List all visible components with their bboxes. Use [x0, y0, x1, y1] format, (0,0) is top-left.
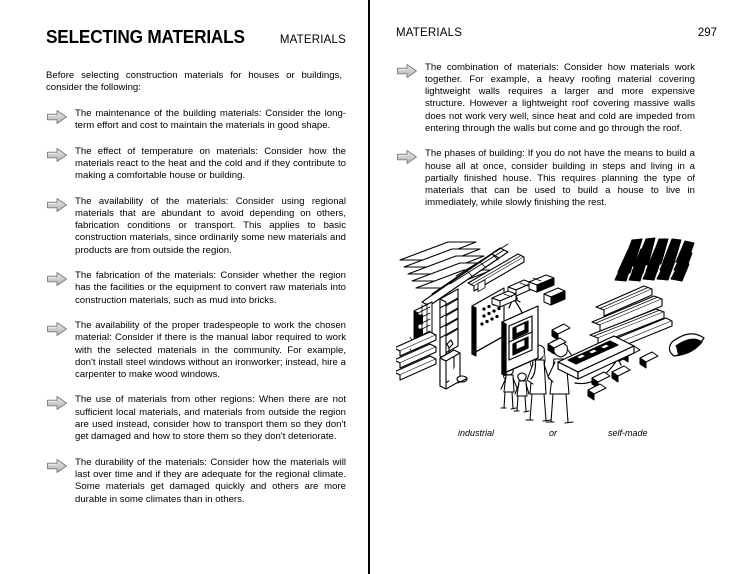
caption-or: or: [549, 427, 558, 438]
list-item-text: The durability of the materials: Consider how the materials will last over time and if they are adequate for the regional climate. Some materials get damaged quickly and others are more durable in some climates than in others.: [75, 456, 346, 505]
list-item-text: The phases of building: If you do not have the means to build a house all at once, consider building in steps and living in a partially finished house. This requires planning the type of materials that can be used to build a house to live in immediately, while slowly finishing the rest.: [425, 148, 695, 209]
list-item-text: The availability of the proper tradespeople to work the chosen material: Consider if there is the manual labor required to work with the selected materials in the community. For example, don't install steel windows without an ironworker; instead, hire a carpenter to make wood windows.: [75, 319, 346, 381]
right-page-header: [396, 28, 717, 40]
page-number: 297: [697, 27, 717, 39]
industrial-vs-self-made-materials-illustration: [396, 236, 720, 426]
arrow-right-icon: [46, 109, 68, 125]
arrow-right-icon: [46, 147, 68, 163]
list-item: [46, 146, 346, 183]
list-item-text: The effect of temperature on materials: Consider how the materials react to the heat and the cold and if they contribute to making a comfortable house or building.: [75, 145, 346, 182]
right-page: [368, 0, 741, 574]
list-item: [396, 62, 717, 136]
left-page-header: [46, 28, 346, 47]
list-item: [46, 320, 346, 381]
running-head-right: MATERIALS: [396, 27, 463, 39]
selfmade-mud-bricks-3: [529, 275, 554, 292]
selfmade-curved-element: [669, 334, 704, 359]
arrow-right-icon: [46, 197, 68, 213]
list-item: [396, 148, 717, 209]
illustration-captions: [396, 428, 720, 442]
caption-self-made: self-made: [608, 427, 648, 438]
list-item-text: The maintenance of the building materials: Consider the long-term effort and cost to maintain the materials in good shape.: [75, 108, 346, 132]
left-bullet-list: [46, 108, 346, 506]
arrow-right-icon: [396, 149, 418, 165]
selfmade-mud-bricks-4: [544, 288, 565, 305]
list-item: [46, 196, 346, 257]
person-adult-man: [546, 339, 573, 422]
arrow-right-icon: [396, 63, 418, 79]
list-item-text: The combination of materials: Consider how materials work together. For example, a heavy roofing material covering lightweight walls requires a larger and more expensive structure. However a lightweight roof covering massive walls does not work very well, since heat and cold are impeded from entering through the walls but come and go through the roof.: [425, 61, 695, 134]
page-title: SELECTING MATERIALS: [46, 26, 245, 47]
left-page: [0, 0, 368, 574]
person-child-b: [514, 373, 529, 412]
intro-paragraph: Before selecting construction materials for houses or buildings, consider the following:: [46, 69, 342, 93]
list-item: [46, 270, 346, 307]
list-item-text: The use of materials from other regions: When there are not sufficient local materials, and materials from outside the region are used instead, consider how to transport them so they don't get damaged and how to store them so they don't deteriorate.: [75, 394, 346, 443]
arrow-right-icon: [46, 271, 68, 287]
list-item-text: The availability of the materials: Consider using regional materials that are abundant to avoid depending on others, fabrication conditions or transport. This applies to basic construction materials, since ordinarily some new materials and products are from outside the region.: [75, 195, 346, 256]
industrial-perforated-panel: [472, 279, 504, 355]
arrow-right-icon: [46, 395, 68, 411]
list-item: [46, 394, 346, 443]
caption-industrial: industrial: [458, 427, 495, 438]
arrow-right-icon: [46, 321, 68, 337]
list-item: [46, 108, 346, 133]
selfmade-poles: [590, 286, 672, 348]
list-item: [46, 457, 346, 506]
arrow-right-icon: [46, 458, 68, 474]
industrial-bars: [396, 332, 436, 380]
right-bullet-list: [396, 62, 717, 210]
selfmade-thatch-bundle: [615, 238, 694, 281]
list-item-text: The fabrication of the materials: Consider whether the region has the facilities or the equipment to convert raw materials into construction materials, such as mud into bricks.: [75, 270, 346, 306]
running-head-left: MATERIALS: [279, 34, 346, 46]
